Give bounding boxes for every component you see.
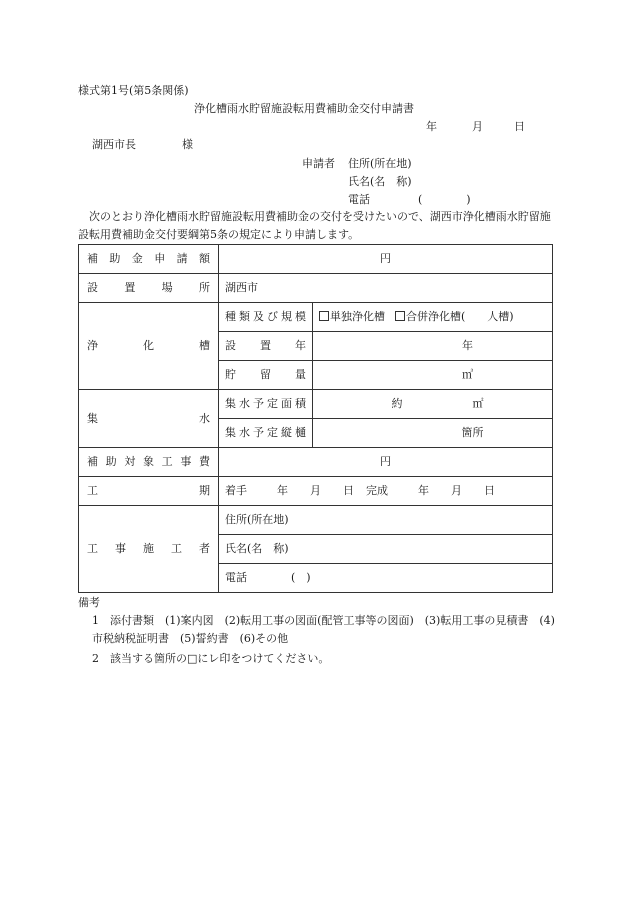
application-table: [78, 244, 553, 593]
notes-item-1: 1 添付書類 (1)案内図 (2)転用工事の図面(配管工事等の図面) (3)転用工事の見積書 (4)市税納税証明書 (5)誓約書 (6)その他: [92, 614, 555, 645]
contractor-label: 工事施工者: [79, 506, 219, 593]
date-year-label: 年: [426, 120, 437, 133]
contractor-phone-field[interactable]: [219, 564, 553, 593]
amount-field[interactable]: [219, 245, 553, 274]
notes-heading: 備考: [78, 596, 100, 609]
addressee-honorific: 様: [182, 138, 193, 151]
row-catch-area: [79, 390, 553, 419]
location-field[interactable]: [219, 274, 553, 303]
location-label: 設置場所: [79, 274, 219, 303]
install-year-label: 設置年: [219, 332, 313, 361]
row-contractor-address: [79, 506, 553, 535]
contractor-name-label: 氏名(名 称): [225, 542, 289, 555]
applicant-phone-label: 電話: [348, 193, 370, 206]
cost-label: 補助対象工事費: [79, 448, 219, 477]
single-tank-checkbox[interactable]: [319, 311, 329, 321]
form-number: 様式第1号(第5条関係): [78, 84, 189, 97]
amount-label: 補助金申請額: [79, 245, 219, 274]
finish-year: 年: [418, 484, 429, 497]
addressee: 湖西市長: [92, 138, 136, 151]
tank-label: 浄化槽: [79, 303, 219, 390]
storage-unit: ㎥: [462, 368, 473, 381]
combined-tank-checkbox[interactable]: [395, 311, 405, 321]
start-year: 年: [277, 484, 288, 497]
finish-label: 完成: [366, 484, 388, 497]
persons-unit: 人槽): [487, 310, 514, 323]
catch-pipe-field[interactable]: [313, 419, 553, 448]
finish-day: 日: [484, 484, 495, 497]
amount-unit: 円: [380, 252, 391, 265]
applicant-label: 申請者: [302, 157, 335, 170]
catch-area-label: 集水予定面積: [219, 390, 313, 419]
start-label: 着手: [225, 484, 247, 497]
type-label: 種類及び規模: [219, 303, 313, 332]
storage-label: 貯留量: [219, 361, 313, 390]
row-period: [79, 477, 553, 506]
storage-field[interactable]: [313, 361, 553, 390]
row-cost: [79, 448, 553, 477]
notes-item-2: 2 該当する箇所の□にレ印をつけてください。: [92, 652, 330, 665]
start-month: 月: [310, 484, 321, 497]
applicant-address-label: 住所(所在地): [348, 157, 412, 170]
applicant-phone-paren: ( ): [418, 193, 471, 206]
row-amount: [79, 245, 553, 274]
start-day: 日: [343, 484, 354, 497]
cost-unit: 円: [380, 455, 391, 468]
applicant-name-label: 氏名(名 称): [348, 175, 412, 188]
contractor-address-field[interactable]: [219, 506, 553, 535]
combined-tank-label: 合併浄化槽(: [406, 310, 466, 323]
install-year-field[interactable]: [313, 332, 553, 361]
period-label: 工期: [79, 477, 219, 506]
contractor-phone-paren: ( ): [291, 571, 311, 584]
contractor-address-label: 住所(所在地): [225, 513, 289, 526]
contractor-name-field[interactable]: [219, 535, 553, 564]
location-value: 湖西市: [225, 281, 258, 294]
catch-area-approx: 約: [391, 397, 403, 410]
catch-area-field[interactable]: [313, 390, 553, 419]
catch-pipe-label: 集水予定縦樋: [219, 419, 313, 448]
catch-label: 集水: [79, 390, 219, 448]
date-month-label: 月: [472, 120, 483, 133]
catch-pipe-unit: 箇所: [461, 426, 484, 439]
catch-area-unit: ㎡: [472, 397, 484, 410]
intro-paragraph: 次のとおり浄化槽雨水貯留施設転用費補助金の交付を受けたいので、湖西市浄化槽雨水貯留施設転用費補助金交付要綱第5条の規定により申請します。: [78, 210, 551, 241]
row-location: [79, 274, 553, 303]
finish-month: 月: [451, 484, 462, 497]
install-year-unit: 年: [462, 339, 473, 352]
row-tank-type: [79, 303, 553, 332]
single-tank-label: 単独浄化槽: [330, 310, 385, 323]
date-day-label: 日: [514, 120, 525, 133]
cost-field[interactable]: [219, 448, 553, 477]
period-field[interactable]: [219, 477, 553, 506]
contractor-phone-label: 電話: [225, 571, 247, 584]
document-title: 浄化槽雨水貯留施設転用費補助金交付申請書: [194, 102, 414, 115]
type-field: [313, 303, 553, 332]
